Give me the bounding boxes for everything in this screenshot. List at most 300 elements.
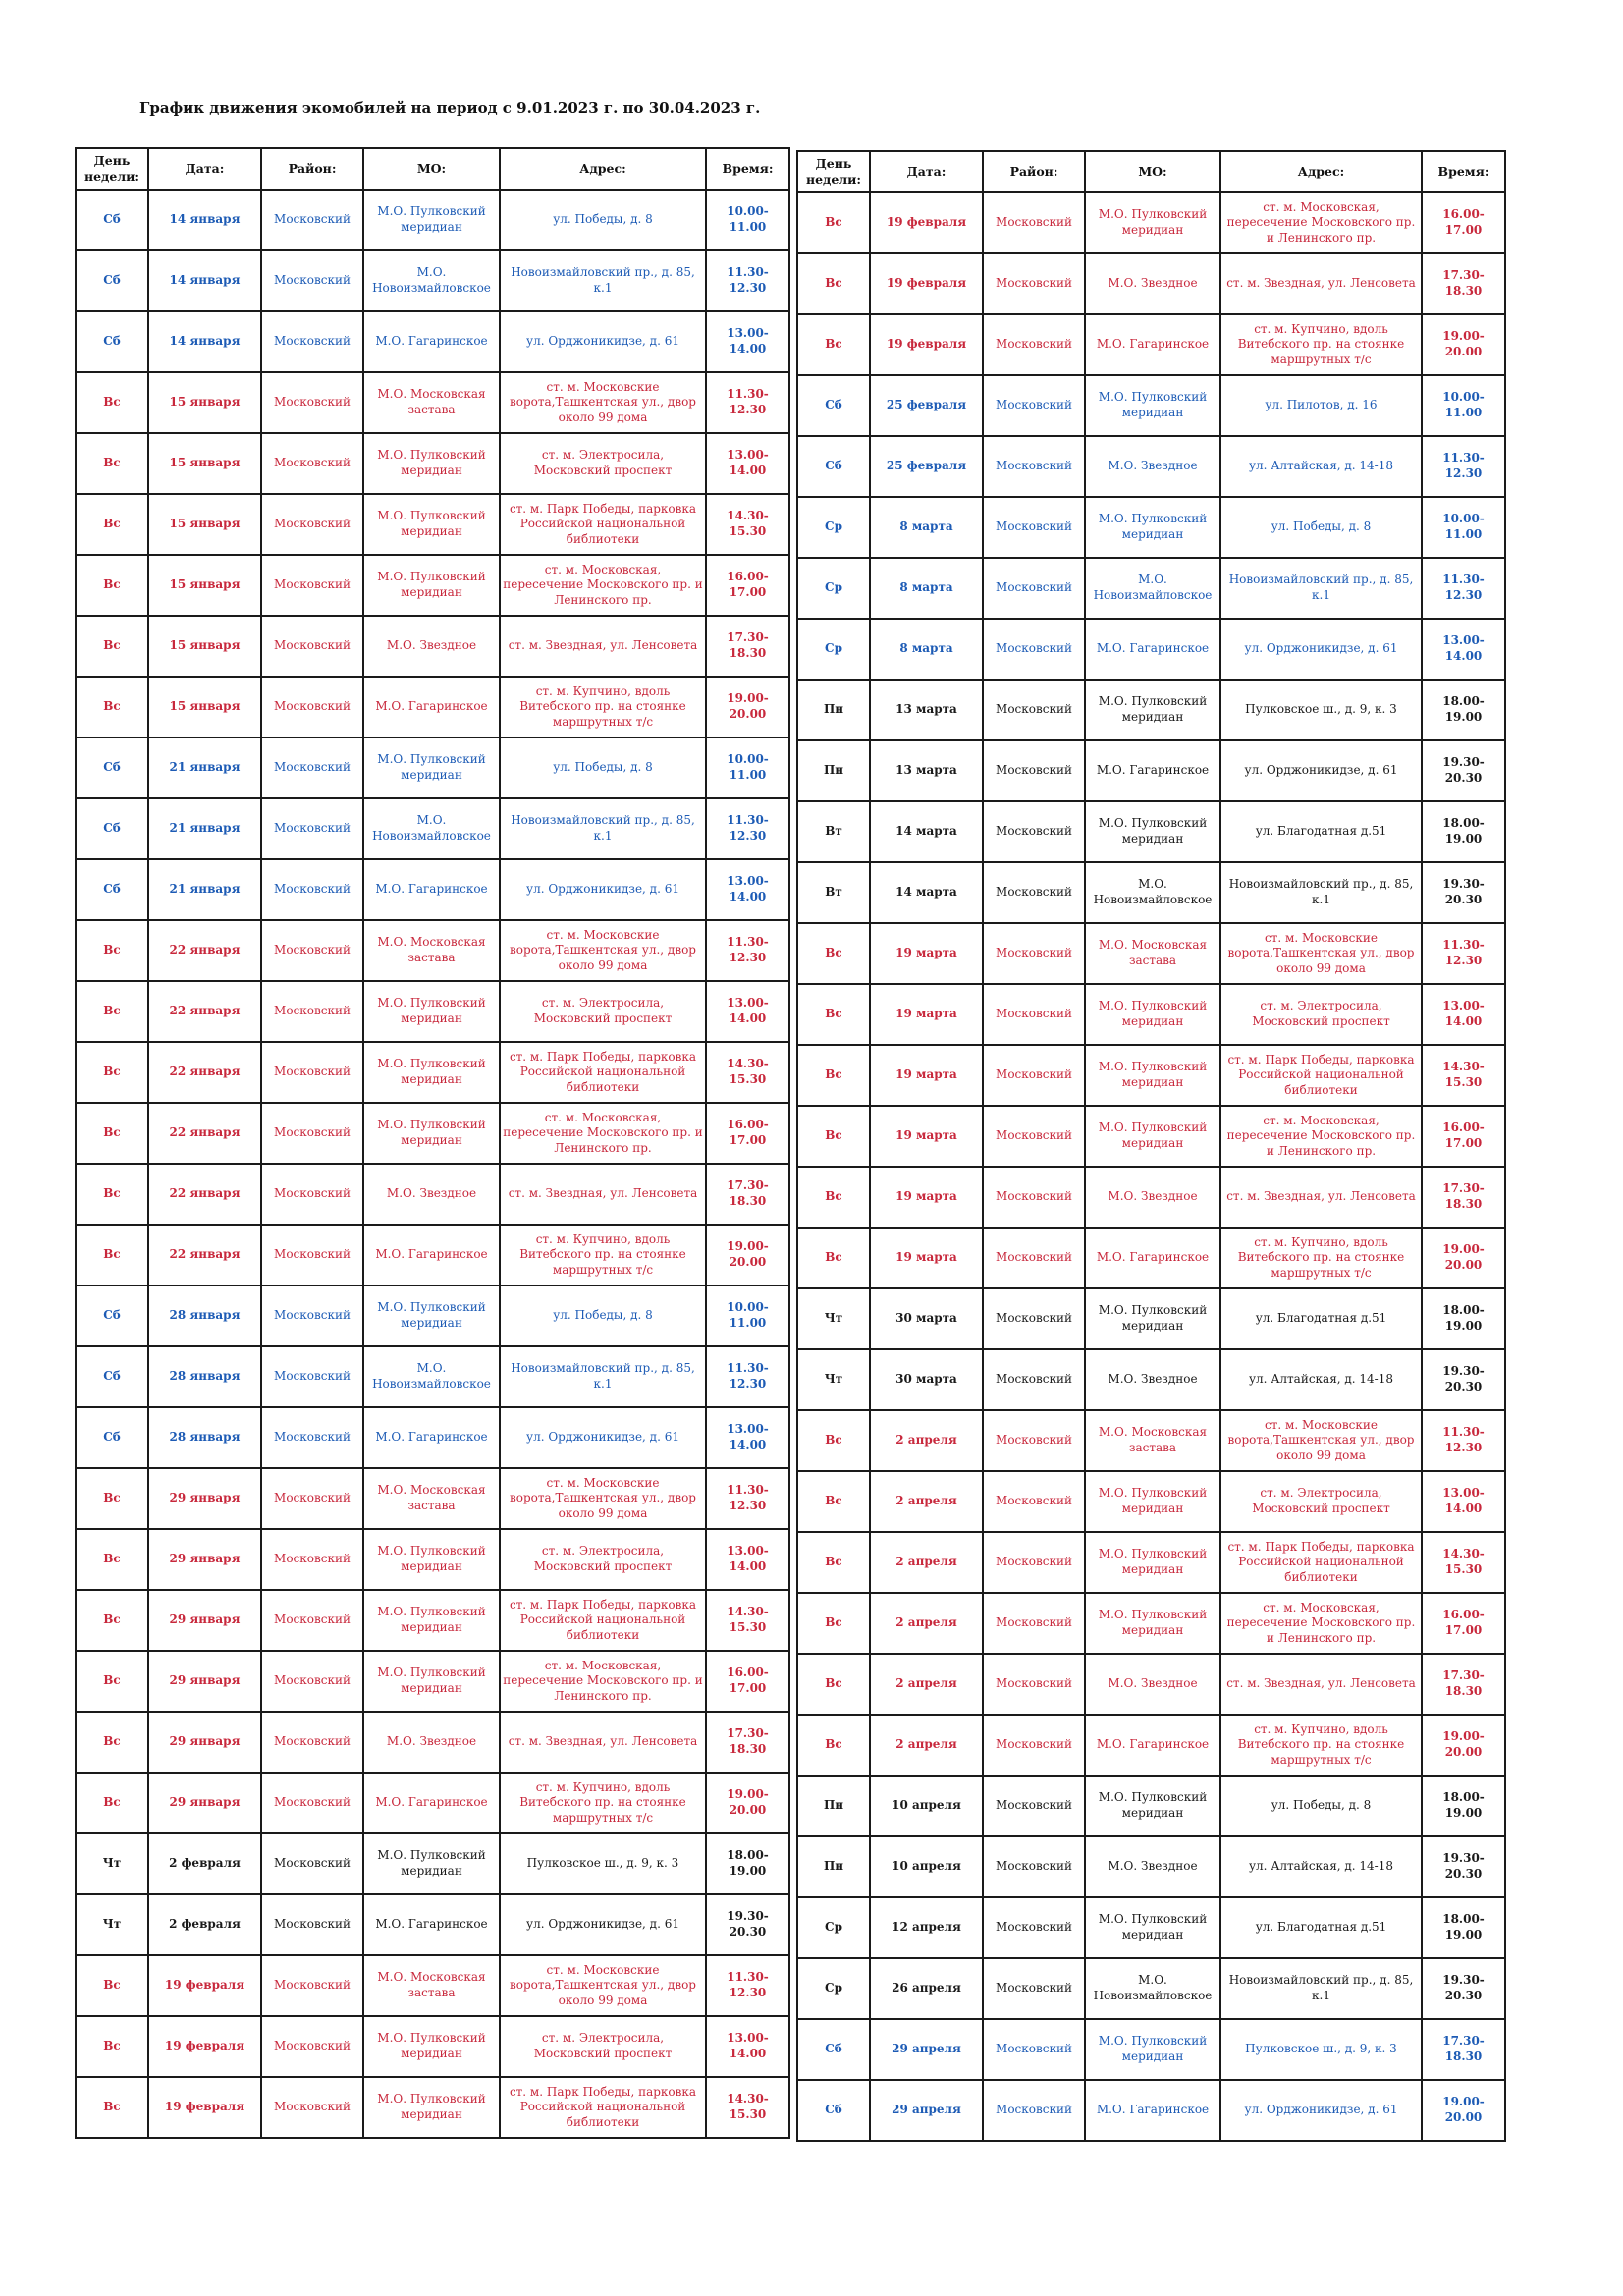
address-cell: ст. м. Электросила, Московский проспект	[500, 433, 706, 494]
table-row	[797, 680, 1505, 740]
day-cell: Чт	[797, 1288, 870, 1349]
time-cell: 11.30-12.30	[706, 250, 789, 311]
table-row	[76, 738, 789, 798]
table-row	[797, 1106, 1505, 1167]
date-cell: 8 марта	[870, 619, 983, 680]
time-cell: 13.00-14.00	[706, 859, 789, 920]
district-cell: Московский	[983, 1593, 1085, 1654]
address-cell: ст. м. Московская, пересечение Московского пр. и Ленинского пр.	[500, 555, 706, 616]
address-cell: Новоизмайловский пр., д. 85, к.1	[1220, 558, 1422, 619]
time-cell: 11.30-12.30	[706, 1468, 789, 1529]
address-cell: ст. м. Парк Победы, парковка Российской национальной библиотеки	[1220, 1532, 1422, 1593]
time-cell: 11.30-12.30	[706, 798, 789, 859]
mo-cell: М.О. Новоизмайловское	[1085, 1958, 1220, 2019]
mo-cell: М.О. Пулковский меридиан	[363, 981, 500, 1042]
time-cell: 17.30-18.30	[1422, 1167, 1505, 1228]
address-cell: ст. м. Звездная, ул. Ленсовета	[1220, 1167, 1422, 1228]
district-cell: Московский	[983, 862, 1085, 923]
district-cell: Московский	[261, 250, 363, 311]
table-row	[797, 375, 1505, 436]
mo-cell: М.О. Пулковский меридиан	[363, 555, 500, 616]
day-cell: Вс	[797, 1106, 870, 1167]
date-cell: 2 февраля	[148, 1894, 261, 1955]
table-row	[76, 1773, 789, 1833]
time-cell: 19.30-20.30	[1422, 1836, 1505, 1897]
date-cell: 30 марта	[870, 1349, 983, 1410]
time-cell: 17.30-18.30	[1422, 253, 1505, 314]
district-cell: Московский	[261, 920, 363, 981]
address-cell: ст. м. Купчино, вдоль Витебского пр. на стоянке маршрутных т/с	[500, 1225, 706, 1285]
time-cell: 18.00-19.00	[1422, 801, 1505, 862]
mo-cell: М.О. Пулковский меридиан	[363, 1285, 500, 1346]
table-row	[76, 920, 789, 981]
day-cell: Ср	[797, 619, 870, 680]
table-row	[797, 1471, 1505, 1532]
address-cell: ул. Орджоникидзе, д. 61	[500, 859, 706, 920]
header-row	[797, 151, 1505, 192]
table-row	[797, 984, 1505, 1045]
mo-cell: М.О. Гагаринское	[363, 677, 500, 738]
time-cell: 16.00-17.00	[1422, 1593, 1505, 1654]
mo-cell: М.О. Гагаринское	[1085, 740, 1220, 801]
date-cell: 15 января	[148, 372, 261, 433]
date-cell: 19 февраля	[870, 192, 983, 253]
date-cell: 28 января	[148, 1285, 261, 1346]
date-cell: 30 марта	[870, 1288, 983, 1349]
date-cell: 13 марта	[870, 680, 983, 740]
mo-cell: М.О. Гагаринское	[1085, 1228, 1220, 1288]
schedule-body-left	[76, 190, 789, 2138]
address-cell: ул. Благодатная д.51	[1220, 1897, 1422, 1958]
time-cell: 19.00-20.00	[706, 677, 789, 738]
date-cell: 15 января	[148, 494, 261, 555]
day-cell: Пн	[797, 740, 870, 801]
day-cell: Сб	[76, 311, 148, 372]
mo-cell: М.О. Пулковский меридиан	[1085, 984, 1220, 1045]
date-cell: 15 января	[148, 433, 261, 494]
date-cell: 2 апреля	[870, 1471, 983, 1532]
district-cell: Московский	[983, 2019, 1085, 2080]
district-cell: Московский	[983, 192, 1085, 253]
table-row	[797, 1593, 1505, 1654]
mo-cell: М.О. Пулковский меридиан	[1085, 1776, 1220, 1836]
day-cell: Сб	[76, 1285, 148, 1346]
date-cell: 22 января	[148, 1164, 261, 1225]
district-cell: Московский	[261, 190, 363, 250]
day-cell: Вс	[76, 1773, 148, 1833]
district-cell: Московский	[261, 372, 363, 433]
day-cell: Вс	[797, 1167, 870, 1228]
district-cell: Московский	[261, 738, 363, 798]
time-cell: 11.30-12.30	[1422, 923, 1505, 984]
address-cell: ул. Орджоникидзе, д. 61	[500, 1407, 706, 1468]
address-cell: ст. м. Купчино, вдоль Витебского пр. на стоянке маршрутных т/с	[1220, 1228, 1422, 1288]
district-cell: Московский	[261, 1712, 363, 1773]
time-cell: 19.30-20.30	[706, 1894, 789, 1955]
address-cell: ст. м. Московские ворота,Ташкентская ул., двор около 99 дома	[500, 372, 706, 433]
table-row	[76, 1285, 789, 1346]
address-cell: ст. м. Московские ворота,Ташкентская ул., двор около 99 дома	[1220, 923, 1422, 984]
table-row	[797, 253, 1505, 314]
address-cell: Пулковское ш., д. 9, к. 3	[1220, 2019, 1422, 2080]
date-cell: 2 апреля	[870, 1410, 983, 1471]
time-cell: 11.30-12.30	[1422, 1410, 1505, 1471]
table-row	[76, 1712, 789, 1773]
table-row	[797, 2019, 1505, 2080]
address-cell: ст. м. Купчино, вдоль Витебского пр. на стоянке маршрутных т/с	[500, 1773, 706, 1833]
address-cell: ст. м. Купчино, вдоль Витебского пр. на стоянке маршрутных т/с	[1220, 1715, 1422, 1776]
day-cell: Ср	[797, 497, 870, 558]
mo-cell: М.О. Пулковский меридиан	[1085, 1532, 1220, 1593]
table-row	[797, 1288, 1505, 1349]
address-cell: ст. м. Звездная, ул. Ленсовета	[1220, 253, 1422, 314]
mo-cell: М.О. Звездное	[363, 616, 500, 677]
district-cell: Московский	[261, 1285, 363, 1346]
time-cell: 11.30-12.30	[1422, 436, 1505, 497]
table-row	[797, 1349, 1505, 1410]
address-cell: ст. м. Электросила, Московский проспект	[1220, 984, 1422, 1045]
table-row	[76, 190, 789, 250]
day-cell: Вс	[797, 1715, 870, 1776]
day-cell: Пн	[797, 1836, 870, 1897]
table-row	[76, 2016, 789, 2077]
district-cell: Московский	[983, 558, 1085, 619]
district-cell: Московский	[983, 253, 1085, 314]
table-row	[76, 1468, 789, 1529]
time-cell: 13.00-14.00	[1422, 619, 1505, 680]
mo-cell: М.О. Звездное	[1085, 253, 1220, 314]
day-cell: Вс	[76, 1042, 148, 1103]
table-row	[76, 981, 789, 1042]
mo-cell: М.О. Пулковский меридиан	[363, 1529, 500, 1590]
district-cell: Московский	[983, 1106, 1085, 1167]
district-cell: Московский	[261, 2016, 363, 2077]
date-cell: 21 января	[148, 859, 261, 920]
district-cell: Московский	[261, 555, 363, 616]
district-cell: Московский	[261, 981, 363, 1042]
time-cell: 19.30-20.30	[1422, 740, 1505, 801]
table-row	[76, 2077, 789, 2138]
time-cell: 18.00-19.00	[1422, 680, 1505, 740]
date-cell: 14 марта	[870, 801, 983, 862]
day-cell: Вс	[76, 1164, 148, 1225]
schedule-table-left	[75, 147, 790, 2139]
mo-cell: М.О. Гагаринское	[1085, 2080, 1220, 2141]
time-cell: 16.00-17.00	[1422, 192, 1505, 253]
date-cell: 22 января	[148, 920, 261, 981]
date-cell: 14 января	[148, 311, 261, 372]
time-cell: 16.00-17.00	[1422, 1106, 1505, 1167]
mo-cell: М.О. Пулковский меридиан	[363, 433, 500, 494]
date-cell: 2 апреля	[870, 1715, 983, 1776]
district-cell: Московский	[983, 1228, 1085, 1288]
date-cell: 2 апреля	[870, 1654, 983, 1715]
day-cell: Вс	[76, 1712, 148, 1773]
district-cell: Московский	[261, 859, 363, 920]
table-row	[76, 555, 789, 616]
address-cell: ст. м. Электросила, Московский проспект	[500, 1529, 706, 1590]
day-cell: Вс	[76, 1468, 148, 1529]
mo-cell: М.О. Новоизмайловское	[363, 250, 500, 311]
table-row	[76, 372, 789, 433]
mo-cell: М.О. Пулковский меридиан	[363, 1590, 500, 1651]
mo-cell: М.О. Пулковский меридиан	[363, 494, 500, 555]
mo-cell: М.О. Гагаринское	[363, 1407, 500, 1468]
mo-cell: М.О. Гагаринское	[1085, 619, 1220, 680]
table-row	[797, 1836, 1505, 1897]
table-row	[797, 923, 1505, 984]
day-cell: Вс	[76, 616, 148, 677]
day-cell: Вс	[76, 372, 148, 433]
district-cell: Московский	[983, 1532, 1085, 1593]
address-cell: ст. м. Московская, пересечение Московского пр. и Ленинского пр.	[1220, 192, 1422, 253]
district-cell: Московский	[261, 1590, 363, 1651]
time-cell: 13.00-14.00	[706, 1529, 789, 1590]
table-row	[797, 862, 1505, 923]
table-row	[797, 497, 1505, 558]
address-cell: ст. м. Электросила, Московский проспект	[500, 2016, 706, 2077]
time-cell: 11.30-12.30	[1422, 558, 1505, 619]
mo-cell: М.О. Гагаринское	[363, 1894, 500, 1955]
time-cell: 16.00-17.00	[706, 1103, 789, 1164]
day-cell: Вс	[76, 1651, 148, 1712]
table-row	[797, 1654, 1505, 1715]
date-cell: 14 января	[148, 190, 261, 250]
table-row	[76, 1955, 789, 2016]
time-cell: 19.00-20.00	[706, 1225, 789, 1285]
date-cell: 29 апреля	[870, 2019, 983, 2080]
district-cell: Московский	[261, 1346, 363, 1407]
mo-cell: М.О. Новоизмайловское	[363, 1346, 500, 1407]
address-cell: ул. Алтайская, д. 14-18	[1220, 1836, 1422, 1897]
table-row	[76, 1529, 789, 1590]
table-row	[76, 1894, 789, 1955]
table-row	[797, 314, 1505, 375]
time-cell: 17.30-18.30	[1422, 2019, 1505, 2080]
header-mo: МО:	[363, 148, 500, 190]
district-cell: Московский	[261, 1529, 363, 1590]
district-cell: Московский	[983, 1776, 1085, 1836]
date-cell: 8 марта	[870, 497, 983, 558]
address-cell: Пулковское ш., д. 9, к. 3	[500, 1833, 706, 1894]
table-row	[76, 798, 789, 859]
table-row	[76, 1225, 789, 1285]
table-row	[797, 436, 1505, 497]
address-cell: ст. м. Парк Победы, парковка Российской национальной библиотеки	[500, 2077, 706, 2138]
day-cell: Чт	[797, 1349, 870, 1410]
table-row	[797, 1776, 1505, 1836]
district-cell: Московский	[261, 494, 363, 555]
address-cell: ул. Алтайская, д. 14-18	[1220, 436, 1422, 497]
district-cell: Московский	[261, 1164, 363, 1225]
time-cell: 19.00-20.00	[1422, 1228, 1505, 1288]
date-cell: 19 марта	[870, 1228, 983, 1288]
time-cell: 10.00-11.00	[1422, 497, 1505, 558]
date-cell: 14 января	[148, 250, 261, 311]
day-cell: Сб	[76, 798, 148, 859]
date-cell: 19 марта	[870, 984, 983, 1045]
address-cell: Новоизмайловский пр., д. 85, к.1	[1220, 862, 1422, 923]
day-cell: Вс	[797, 253, 870, 314]
day-cell: Вс	[76, 555, 148, 616]
day-cell: Ср	[797, 1958, 870, 2019]
header-row	[76, 148, 789, 190]
day-cell: Вс	[797, 1654, 870, 1715]
date-cell: 29 января	[148, 1773, 261, 1833]
day-cell: Вс	[76, 2077, 148, 2138]
time-cell: 19.00-20.00	[1422, 314, 1505, 375]
table-row	[797, 1045, 1505, 1106]
date-cell: 2 февраля	[148, 1833, 261, 1894]
address-cell: ул. Победы, д. 8	[500, 1285, 706, 1346]
mo-cell: М.О. Гагаринское	[1085, 1715, 1220, 1776]
time-cell: 17.30-18.30	[706, 1712, 789, 1773]
date-cell: 19 марта	[870, 923, 983, 984]
address-cell: ст. м. Электросила, Московский проспект	[500, 981, 706, 1042]
header-address: Адрес:	[1220, 151, 1422, 192]
header-time: Время:	[706, 148, 789, 190]
mo-cell: М.О. Гагаринское	[363, 311, 500, 372]
time-cell: 14.30-15.30	[706, 1042, 789, 1103]
district-cell: Московский	[261, 2077, 363, 2138]
mo-cell: М.О. Пулковский меридиан	[1085, 680, 1220, 740]
time-cell: 19.30-20.30	[1422, 1349, 1505, 1410]
address-cell: ст. м. Московские ворота,Ташкентская ул., двор около 99 дома	[1220, 1410, 1422, 1471]
mo-cell: М.О. Пулковский меридиан	[1085, 1106, 1220, 1167]
date-cell: 10 апреля	[870, 1776, 983, 1836]
mo-cell: М.О. Звездное	[363, 1164, 500, 1225]
date-cell: 15 января	[148, 677, 261, 738]
address-cell: ст. м. Звездная, ул. Ленсовета	[1220, 1654, 1422, 1715]
time-cell: 19.00-20.00	[1422, 2080, 1505, 2141]
header-date: Дата:	[148, 148, 261, 190]
mo-cell: М.О. Пулковский меридиан	[1085, 497, 1220, 558]
table-row	[797, 619, 1505, 680]
time-cell: 10.00-11.00	[706, 738, 789, 798]
district-cell: Московский	[261, 1468, 363, 1529]
time-cell: 14.30-15.30	[706, 2077, 789, 2138]
address-cell: ст. м. Парк Победы, парковка Российской национальной библиотеки	[500, 494, 706, 555]
mo-cell: М.О. Пулковский меридиан	[363, 1651, 500, 1712]
district-cell: Московский	[261, 677, 363, 738]
date-cell: 25 февраля	[870, 375, 983, 436]
time-cell: 19.00-20.00	[1422, 1715, 1505, 1776]
time-cell: 13.00-14.00	[706, 311, 789, 372]
mo-cell: М.О. Звездное	[1085, 436, 1220, 497]
mo-cell: М.О. Пулковский меридиан	[1085, 1288, 1220, 1349]
address-cell: ст. м. Парк Победы, парковка Российской национальной библиотеки	[500, 1590, 706, 1651]
district-cell: Московский	[983, 436, 1085, 497]
address-cell: ул. Орджоникидзе, д. 61	[500, 311, 706, 372]
header-mo: МО:	[1085, 151, 1220, 192]
date-cell: 10 апреля	[870, 1836, 983, 1897]
district-cell: Московский	[983, 680, 1085, 740]
address-cell: ст. м. Звездная, ул. Ленсовета	[500, 616, 706, 677]
mo-cell: М.О. Звездное	[1085, 1836, 1220, 1897]
date-cell: 14 марта	[870, 862, 983, 923]
day-cell: Сб	[797, 436, 870, 497]
mo-cell: М.О. Гагаринское	[363, 859, 500, 920]
day-cell: Вс	[76, 433, 148, 494]
address-cell: ст. м. Электросила, Московский проспект	[1220, 1471, 1422, 1532]
date-cell: 25 февраля	[870, 436, 983, 497]
day-cell: Вс	[797, 1532, 870, 1593]
mo-cell: М.О. Пулковский меридиан	[1085, 192, 1220, 253]
district-cell: Московский	[983, 801, 1085, 862]
header-address: Адрес:	[500, 148, 706, 190]
day-cell: Вс	[76, 920, 148, 981]
district-cell: Московский	[983, 984, 1085, 1045]
date-cell: 19 февраля	[870, 253, 983, 314]
time-cell: 17.30-18.30	[706, 1164, 789, 1225]
table-row	[76, 1346, 789, 1407]
mo-cell: М.О. Новоизмайловское	[1085, 558, 1220, 619]
mo-cell: М.О. Гагаринское	[363, 1773, 500, 1833]
table-row	[76, 311, 789, 372]
address-cell: ул. Победы, д. 8	[500, 738, 706, 798]
address-cell: ст. м. Парк Победы, парковка Российской национальной библиотеки	[500, 1042, 706, 1103]
address-cell: ст. м. Московская, пересечение Московского пр. и Ленинского пр.	[500, 1103, 706, 1164]
district-cell: Московский	[261, 1407, 363, 1468]
district-cell: Московский	[983, 1471, 1085, 1532]
day-cell: Сб	[797, 375, 870, 436]
mo-cell: М.О. Московская застава	[363, 372, 500, 433]
time-cell: 19.30-20.30	[1422, 1958, 1505, 2019]
day-cell: Вс	[797, 1045, 870, 1106]
date-cell: 29 января	[148, 1651, 261, 1712]
time-cell: 14.30-15.30	[1422, 1045, 1505, 1106]
day-cell: Вс	[797, 314, 870, 375]
time-cell: 13.00-14.00	[706, 2016, 789, 2077]
district-cell: Московский	[983, 1958, 1085, 2019]
district-cell: Московский	[983, 1715, 1085, 1776]
address-cell: ст. м. Купчино, вдоль Витебского пр. на стоянке маршрутных т/с	[500, 677, 706, 738]
table-row	[797, 1167, 1505, 1228]
address-cell: ул. Орджоникидзе, д. 61	[1220, 619, 1422, 680]
district-cell: Московский	[983, 1349, 1085, 1410]
time-cell: 13.00-14.00	[1422, 984, 1505, 1045]
table-row	[76, 250, 789, 311]
day-cell: Вс	[76, 2016, 148, 2077]
day-cell: Сб	[76, 250, 148, 311]
time-cell: 13.00-14.00	[706, 433, 789, 494]
table-row	[76, 1042, 789, 1103]
mo-cell: М.О. Пулковский меридиан	[1085, 375, 1220, 436]
address-cell: ст. м. Звездная, ул. Ленсовета	[500, 1712, 706, 1773]
time-cell: 19.30-20.30	[1422, 862, 1505, 923]
address-cell: ул. Орджоникидзе, д. 61	[1220, 2080, 1422, 2141]
day-cell: Сб	[76, 1346, 148, 1407]
address-cell: ст. м. Московские ворота,Ташкентская ул., двор около 99 дома	[500, 1955, 706, 2016]
day-cell: Вс	[797, 192, 870, 253]
day-cell: Сб	[76, 1407, 148, 1468]
mo-cell: М.О. Пулковский меридиан	[1085, 801, 1220, 862]
day-cell: Вс	[797, 1228, 870, 1288]
schedule-body-right	[797, 192, 1505, 2141]
time-cell: 13.00-14.00	[1422, 1471, 1505, 1532]
address-cell: ул. Победы, д. 8	[1220, 1776, 1422, 1836]
date-cell: 22 января	[148, 1042, 261, 1103]
day-cell: Вт	[797, 862, 870, 923]
time-cell: 18.00-19.00	[1422, 1776, 1505, 1836]
day-cell: Чт	[76, 1833, 148, 1894]
header-district: Район:	[261, 148, 363, 190]
schedule-table-right	[796, 150, 1506, 2142]
address-cell: ул. Орджоникидзе, д. 61	[500, 1894, 706, 1955]
date-cell: 19 марта	[870, 1045, 983, 1106]
header-day: День недели:	[76, 148, 148, 190]
day-cell: Вс	[76, 1955, 148, 2016]
